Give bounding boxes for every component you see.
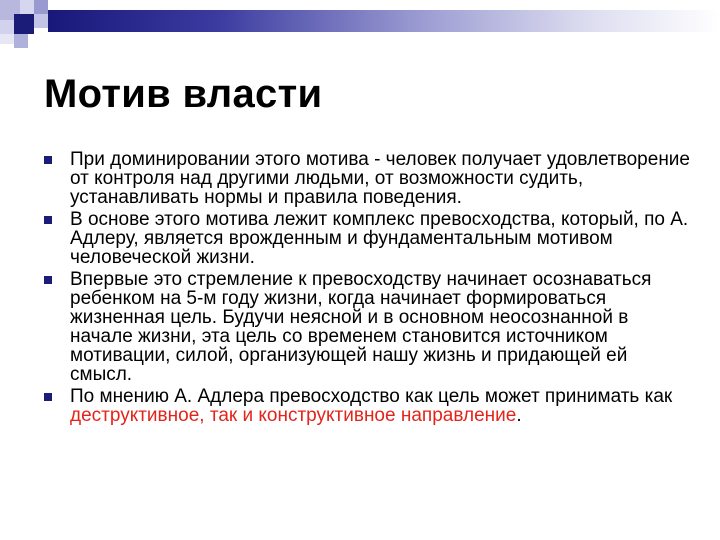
bullet-list: [44, 150, 694, 428]
deco-square: [14, 14, 34, 34]
list-item: [44, 150, 694, 207]
deco-square: [0, 20, 14, 34]
bullet-text: В основе этого мотива лежит комплекс превосходства, который, по А. Адлеру, является врожденным и фундаментальным мотивом человеческой жизни.: [70, 209, 689, 268]
deco-square: [14, 34, 28, 48]
bullet-text: При доминировании этого мотива - человек получает удовлетворение от контроля над другими людьми, от возможности судить, устанавливать нормы и правила поведения.: [70, 149, 690, 208]
header-band: [48, 10, 720, 32]
square-bullet-icon: [44, 216, 52, 224]
deco-square: [34, 14, 48, 28]
bullet-text-after: .: [516, 405, 522, 426]
square-bullet-icon: [44, 156, 52, 164]
list-item: [44, 270, 694, 384]
square-bullet-icon: [44, 393, 52, 401]
deco-square: [0, 34, 14, 44]
bullet-text-before: По мнению А. Адлера превосходство как цель может принимать как: [70, 386, 673, 407]
highlighted-text: деструктивное, так и конструктивное направление: [70, 405, 517, 426]
list-item: [44, 387, 694, 425]
square-bullet-icon: [44, 276, 52, 284]
deco-square: [34, 0, 48, 14]
bullet-text: Впервые это стремление к превосходству начинает осознаваться ребенком на 5-м году жизни, когда начинает формироваться жизненная цель. Будучи неясной и в основном неосознанной в начале жизни, эта цель со временем становится источником мотивации, силой, организующей нашу жизнь и придающей ей смысл.: [70, 269, 652, 385]
list-item: [44, 210, 694, 267]
deco-square: [20, 0, 34, 14]
slide-title: Мотив власти: [44, 72, 323, 116]
